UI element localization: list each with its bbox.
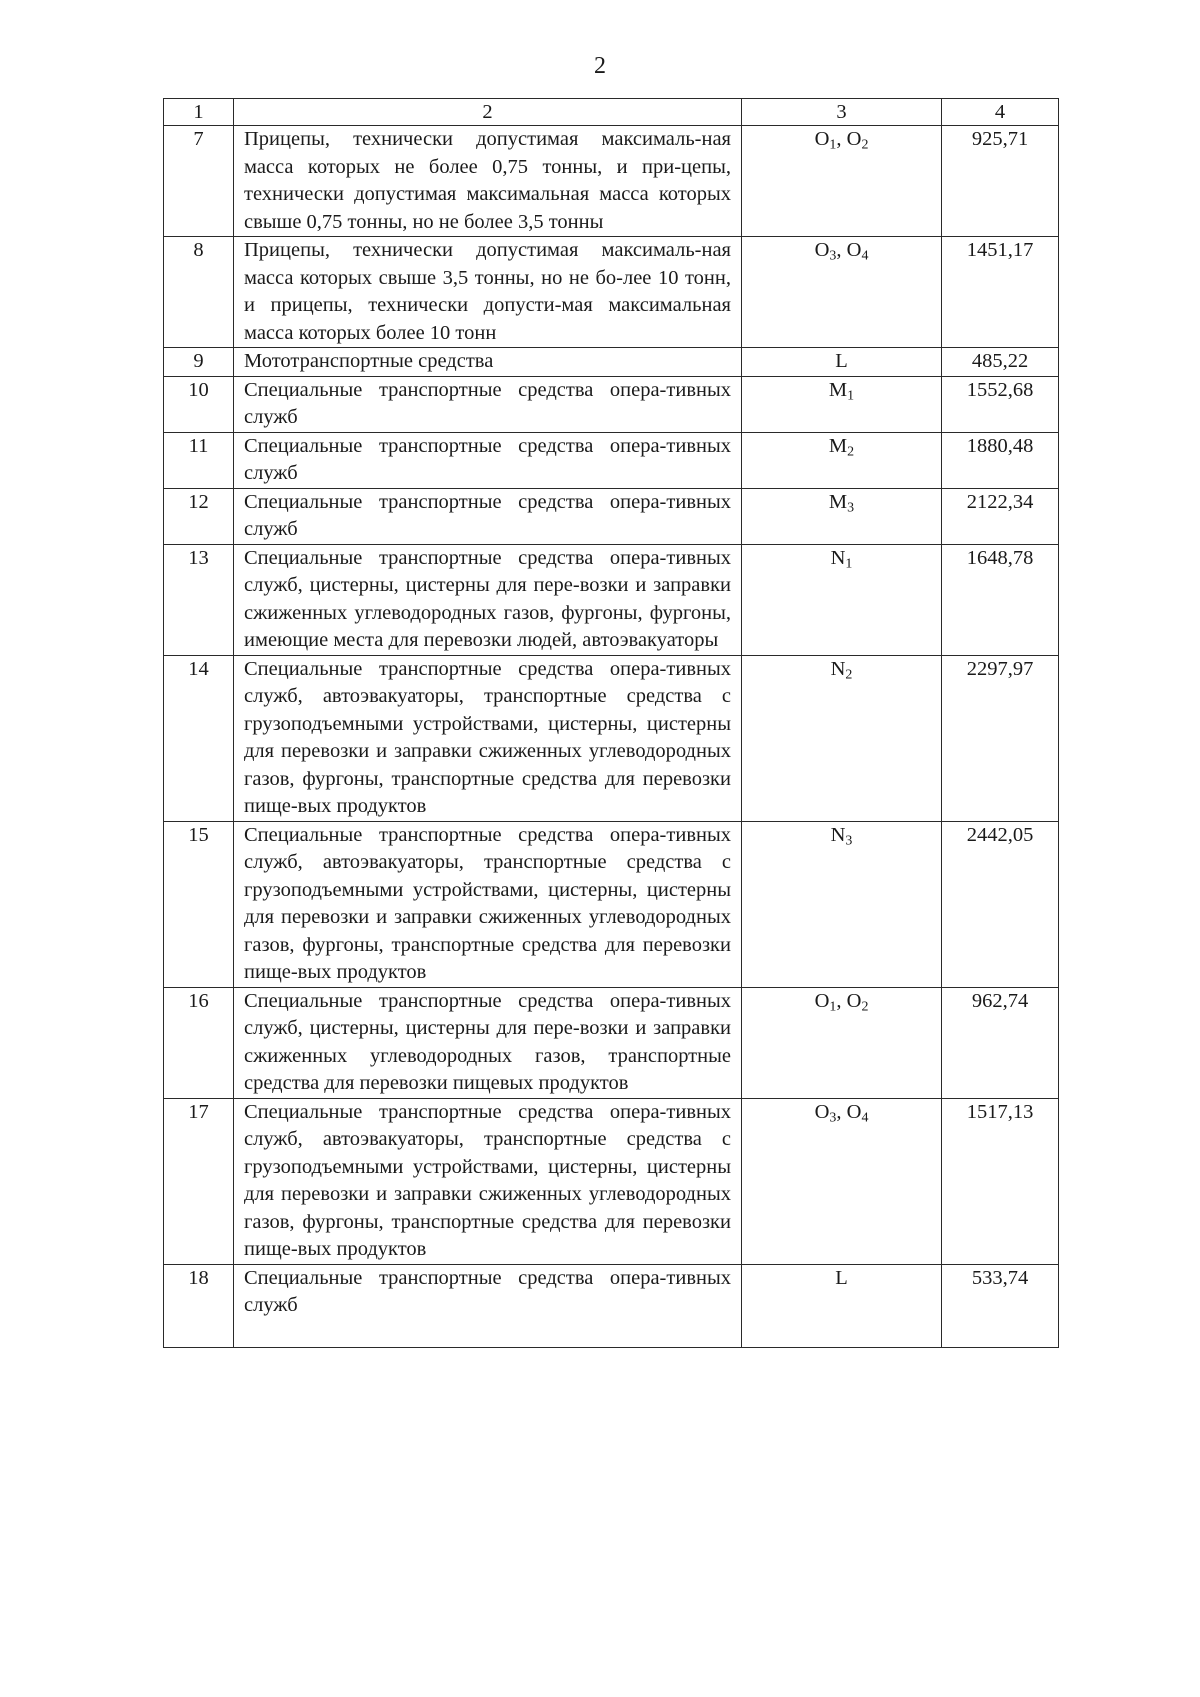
table-row (164, 1098, 1059, 1264)
category-code (829, 435, 854, 457)
category-letter: O (846, 1100, 862, 1123)
table-row (164, 488, 1059, 544)
category-letter: L (835, 1266, 848, 1289)
vehicle-category: $O_3$, $O_4$ (742, 1098, 942, 1264)
table-header (164, 99, 1059, 126)
category-code (847, 990, 869, 1012)
row-number: 15 (164, 821, 234, 987)
column-header-3: 3 (742, 99, 942, 126)
row-number: 8 (164, 237, 234, 348)
vehicle-category (742, 544, 942, 655)
row-number: 12 (164, 488, 234, 544)
vehicle-category-table (163, 98, 1059, 1348)
table-row (164, 544, 1059, 655)
amount-value: 1880,48 (942, 432, 1059, 488)
vehicle-description: Специальные транспортные средства опера-тивных служб (234, 488, 742, 544)
category-letter: O (814, 128, 830, 150)
category-letter: N (830, 546, 846, 569)
category-letter: N (830, 657, 846, 680)
category-subscript: 4 (861, 1109, 869, 1125)
category-subscript: 2 (847, 443, 855, 459)
category-subscript: 2 (861, 137, 869, 153)
row-number: 17 (164, 1098, 234, 1264)
category-code (814, 128, 837, 153)
amount-value: 1648,78 (942, 544, 1059, 655)
header-row (164, 99, 1059, 126)
vehicle-category (742, 1264, 942, 1347)
category-letter: L (835, 350, 848, 372)
vehicle-category (742, 348, 942, 377)
category-code (831, 658, 853, 680)
category-letter: N (830, 823, 846, 846)
amount-value: 962,74 (942, 987, 1059, 1098)
category-letter: O (846, 989, 862, 1012)
category-code (835, 350, 848, 372)
vehicle-description: Специальные транспортные средства опера-тивных служб, цистерны, цистерны для пере-возки и заправки сжиженных углеводородных газов, транспортные средства для перевозки пищевых продуктов (234, 987, 742, 1098)
table-row (164, 821, 1059, 987)
amount-value: 1451,17 (942, 237, 1059, 348)
column-header-1: 1 (164, 99, 234, 126)
category-letter: O (814, 1100, 830, 1123)
page-number: 2 (594, 53, 606, 79)
vehicle-category (742, 376, 942, 432)
row-number: 7 (164, 126, 234, 237)
amount-value: 533,74 (942, 1264, 1059, 1347)
amount-value: 2297,97 (942, 655, 1059, 821)
row-number: 10 (164, 376, 234, 432)
vehicle-category (742, 821, 942, 987)
category-code (815, 990, 837, 1012)
category-subscript: 1 (829, 998, 837, 1014)
category-code (815, 1101, 837, 1123)
row-number: 11 (164, 432, 234, 488)
category-subscript: 1 (829, 137, 837, 153)
vehicle-category: $O_1$, $O_2$ (742, 987, 942, 1098)
vehicle-description: Прицепы, технически допустимая максималь-ная масса которых не более 0,75 тонны, и при-цепы, технически допустимая максимальная масса которых свыше 0,75 тонны, но не более 3,5 тонны (234, 126, 742, 237)
amount-value: 1517,13 (942, 1098, 1059, 1264)
amount-value: 925,71 (942, 126, 1059, 237)
row-number: 14 (164, 655, 234, 821)
table-row (164, 432, 1059, 488)
amount-value: 2442,05 (942, 821, 1059, 987)
vehicle-category: $O_3$, $O_4$ (742, 237, 942, 348)
amount-value: 485,22 (942, 348, 1059, 377)
vehicle-category: $O_1$, $O_2$ (742, 126, 942, 237)
category-code (835, 1267, 848, 1289)
category-subscript: 2 (861, 998, 869, 1014)
category-code (846, 128, 869, 153)
vehicle-description: Прицепы, технически допустимая максималь-ная масса которых свыше 3,5 тонны, но не бо-лее 10 тонн, и прицепы, технически допусти-мая максимальная масса которых более 10 тонн (234, 237, 742, 348)
vehicle-category (742, 488, 942, 544)
category-subscript: 2 (845, 666, 853, 682)
column-header-4: 4 (942, 99, 1059, 126)
category-subscript: 3 (845, 832, 853, 848)
table-row (164, 376, 1059, 432)
category-code (846, 239, 869, 264)
row-number: 9 (164, 348, 234, 377)
table-row (164, 237, 1059, 348)
category-letter: M (828, 434, 848, 457)
vehicle-description: Специальные транспортные средства опера-тивных служб (234, 1264, 742, 1347)
vehicle-description: Специальные транспортные средства опера-тивных служб, автоэвакуаторы, транспортные средства с грузоподъемными устройствами, цистерны, цистерны для перевозки и заправки сжиженных углеводородных газов, фургоны, транспортные средства для перевозки пище-вых продуктов (234, 821, 742, 987)
table-body (164, 126, 1059, 1348)
column-header-2: 2 (234, 99, 742, 126)
vehicle-category (742, 432, 942, 488)
category-subscript: 3 (847, 499, 855, 515)
row-number: 16 (164, 987, 234, 1098)
vehicle-description: Специальные транспортные средства опера-тивных служб, автоэвакуаторы, транспортные средства с грузоподъемными устройствами, цистерны, цистерны для перевозки и заправки сжиженных углеводородных газов, фургоны, транспортные средства для перевозки пище-вых продуктов (234, 655, 742, 821)
category-code (847, 1101, 869, 1123)
table-row (164, 126, 1059, 237)
category-code (831, 547, 853, 569)
vehicle-description: Мототранспортные средства (234, 348, 742, 377)
category-code (831, 824, 853, 846)
vehicle-category (742, 655, 942, 821)
vehicle-description: Специальные транспортные средства опера-тивных служб (234, 432, 742, 488)
table-row (164, 1264, 1059, 1347)
category-subscript: 4 (861, 248, 869, 264)
category-letter: O (846, 239, 862, 261)
category-subscript: 3 (829, 248, 837, 264)
row-number: 18 (164, 1264, 234, 1347)
vehicle-description: Специальные транспортные средства опера-тивных служб, автоэвакуаторы, транспортные средства с грузоподъемными устройствами, цистерны, цистерны для перевозки и заправки сжиженных углеводородных газов, фургоны, транспортные средства для перевозки пище-вых продуктов (234, 1098, 742, 1264)
table-row (164, 987, 1059, 1098)
table-row (164, 348, 1059, 377)
category-code (829, 379, 854, 401)
category-letter: O (846, 128, 862, 150)
amount-value: 2122,34 (942, 488, 1059, 544)
category-letter: O (814, 239, 830, 261)
category-subscript: 1 (845, 555, 853, 571)
table-row (164, 655, 1059, 821)
category-subscript: 1 (847, 387, 855, 403)
amount-value: 1552,68 (942, 376, 1059, 432)
category-code (814, 239, 837, 264)
category-subscript: 3 (829, 1109, 837, 1125)
category-code (829, 491, 854, 513)
vehicle-description: Специальные транспортные средства опера-тивных служб, цистерны, цистерны для пере-возки и заправки сжиженных углеводородных газов, фургоны, фургоны, имеющие места для перевозки людей, автоэвакуаторы (234, 544, 742, 655)
row-number: 13 (164, 544, 234, 655)
category-letter: O (814, 989, 830, 1012)
vehicle-description: Специальные транспортные средства опера-тивных служб (234, 376, 742, 432)
category-letter: M (828, 378, 848, 401)
category-letter: M (828, 490, 848, 513)
